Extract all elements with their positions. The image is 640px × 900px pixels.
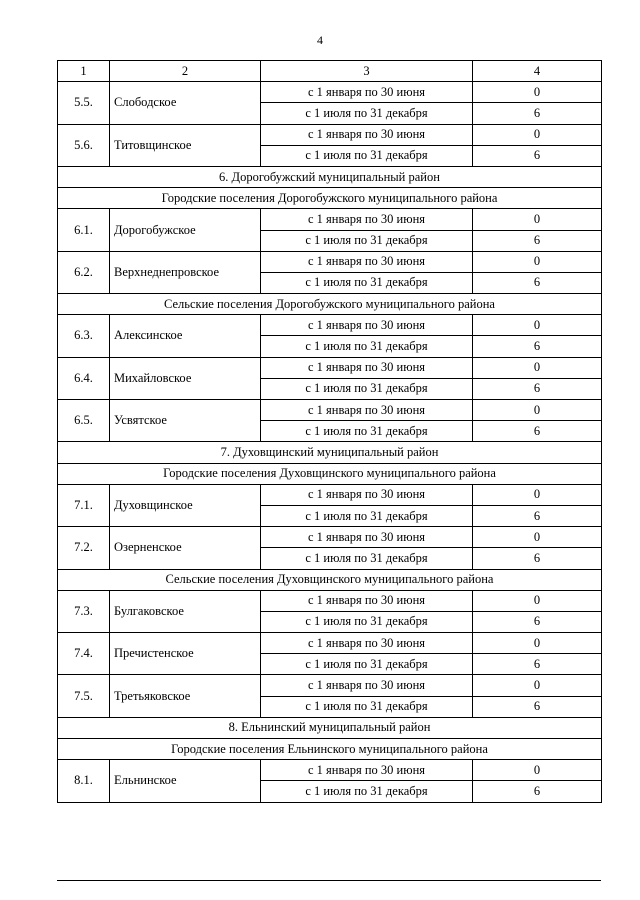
value-cell: 6 [473, 548, 602, 569]
settlement-name: Духовщинское [110, 484, 261, 526]
section-heading-row [58, 739, 602, 760]
settlement-name: Верхнеднепровское [110, 251, 261, 293]
value-cell: 0 [473, 527, 602, 548]
table-row [58, 251, 602, 272]
row-number: 7.2. [58, 527, 110, 569]
table-row [58, 82, 602, 103]
section-heading: 8. Ельнинский муниципальный район [58, 717, 602, 738]
table-header-row [58, 61, 602, 82]
row-number: 6.1. [58, 209, 110, 251]
value-cell: 6 [473, 272, 602, 293]
period-cell: с 1 января по 30 июня [261, 590, 473, 611]
row-number: 7.4. [58, 633, 110, 675]
value-cell: 0 [473, 400, 602, 421]
table-row [58, 315, 602, 336]
row-number: 6.4. [58, 357, 110, 399]
period-cell: с 1 января по 30 июня [261, 633, 473, 654]
settlement-name: Озерненское [110, 527, 261, 569]
value-cell: 6 [473, 230, 602, 251]
period-cell: с 1 июля по 31 декабря [261, 696, 473, 717]
table-row [58, 527, 602, 548]
section-heading-row [58, 294, 602, 315]
row-number: 8.1. [58, 760, 110, 802]
table-row [58, 400, 602, 421]
settlement-name: Усвятское [110, 400, 261, 442]
table-row [58, 209, 602, 230]
settlement-name: Титовщинское [110, 124, 261, 166]
section-heading-row [58, 717, 602, 738]
table-row [58, 760, 602, 781]
value-cell: 6 [473, 103, 602, 124]
value-cell: 6 [473, 336, 602, 357]
table-row [58, 357, 602, 378]
table-row [58, 590, 602, 611]
period-cell: с 1 июля по 31 декабря [261, 505, 473, 526]
value-cell: 0 [473, 357, 602, 378]
period-cell: с 1 января по 30 июня [261, 484, 473, 505]
value-cell: 6 [473, 696, 602, 717]
value-cell: 0 [473, 82, 602, 103]
page-number: 4 [317, 33, 323, 47]
row-number: 6.3. [58, 315, 110, 357]
period-cell: с 1 июля по 31 декабря [261, 145, 473, 166]
value-cell: 6 [473, 378, 602, 399]
period-cell: с 1 июля по 31 декабря [261, 230, 473, 251]
settlement-name: Алексинское [110, 315, 261, 357]
value-cell: 6 [473, 421, 602, 442]
period-cell: с 1 января по 30 июня [261, 527, 473, 548]
header-col-4: 4 [473, 61, 602, 82]
row-number: 6.2. [58, 251, 110, 293]
value-cell: 0 [473, 633, 602, 654]
rates-table [57, 60, 602, 803]
section-heading: Сельские поселения Духовщинского муниципального района [58, 569, 602, 590]
period-cell: с 1 января по 30 июня [261, 760, 473, 781]
table-row [58, 633, 602, 654]
settlement-name: Ельнинское [110, 760, 261, 802]
period-cell: с 1 июля по 31 декабря [261, 421, 473, 442]
section-heading: Городские поселения Дорогобужского муниципального района [58, 188, 602, 209]
value-cell: 6 [473, 611, 602, 632]
period-cell: с 1 января по 30 июня [261, 400, 473, 421]
value-cell: 0 [473, 590, 602, 611]
period-cell: с 1 января по 30 июня [261, 675, 473, 696]
row-number: 7.3. [58, 590, 110, 632]
row-number: 5.5. [58, 82, 110, 124]
period-cell: с 1 января по 30 июня [261, 357, 473, 378]
period-cell: с 1 января по 30 июня [261, 82, 473, 103]
settlement-name: Дорогобужское [110, 209, 261, 251]
settlement-name: Слободское [110, 82, 261, 124]
header-col-2: 2 [110, 61, 261, 82]
period-cell: с 1 июля по 31 декабря [261, 781, 473, 802]
section-heading: Городские поселения Ельнинского муниципального района [58, 739, 602, 760]
period-cell: с 1 января по 30 июня [261, 209, 473, 230]
table-row [58, 484, 602, 505]
row-number: 7.5. [58, 675, 110, 717]
section-heading: Сельские поселения Дорогобужского муниципального района [58, 294, 602, 315]
period-cell: с 1 июля по 31 декабря [261, 103, 473, 124]
value-cell: 6 [473, 781, 602, 802]
value-cell: 6 [473, 145, 602, 166]
period-cell: с 1 июля по 31 декабря [261, 336, 473, 357]
period-cell: с 1 января по 30 июня [261, 251, 473, 272]
period-cell: с 1 июля по 31 декабря [261, 548, 473, 569]
table-row [58, 124, 602, 145]
period-cell: с 1 января по 30 июня [261, 124, 473, 145]
value-cell: 0 [473, 315, 602, 336]
row-number: 7.1. [58, 484, 110, 526]
period-cell: с 1 января по 30 июня [261, 315, 473, 336]
section-heading-row [58, 463, 602, 484]
table-body [58, 61, 602, 803]
period-cell: с 1 июля по 31 декабря [261, 378, 473, 399]
header-col-1: 1 [58, 61, 110, 82]
value-cell: 0 [473, 760, 602, 781]
settlement-name: Михайловское [110, 357, 261, 399]
settlement-name: Булгаковское [110, 590, 261, 632]
section-heading: 7. Духовщинский муниципальный район [58, 442, 602, 463]
value-cell: 0 [473, 124, 602, 145]
section-heading-row [58, 569, 602, 590]
period-cell: с 1 июля по 31 декабря [261, 654, 473, 675]
value-cell: 0 [473, 209, 602, 230]
section-heading: 6. Дорогобужский муниципальный район [58, 166, 602, 187]
row-number: 6.5. [58, 400, 110, 442]
table-row [58, 675, 602, 696]
value-cell: 0 [473, 484, 602, 505]
value-cell: 0 [473, 675, 602, 696]
settlement-name: Третьяковское [110, 675, 261, 717]
settlement-name: Пречистенское [110, 633, 261, 675]
header-col-3: 3 [261, 61, 473, 82]
period-cell: с 1 июля по 31 декабря [261, 272, 473, 293]
row-number: 5.6. [58, 124, 110, 166]
value-cell: 6 [473, 654, 602, 675]
period-cell: с 1 июля по 31 декабря [261, 611, 473, 632]
section-heading-row [58, 188, 602, 209]
footer-rule [57, 880, 601, 881]
value-cell: 6 [473, 505, 602, 526]
value-cell: 0 [473, 251, 602, 272]
section-heading: Городские поселения Духовщинского муниципального района [58, 463, 602, 484]
section-heading-row [58, 442, 602, 463]
section-heading-row [58, 166, 602, 187]
